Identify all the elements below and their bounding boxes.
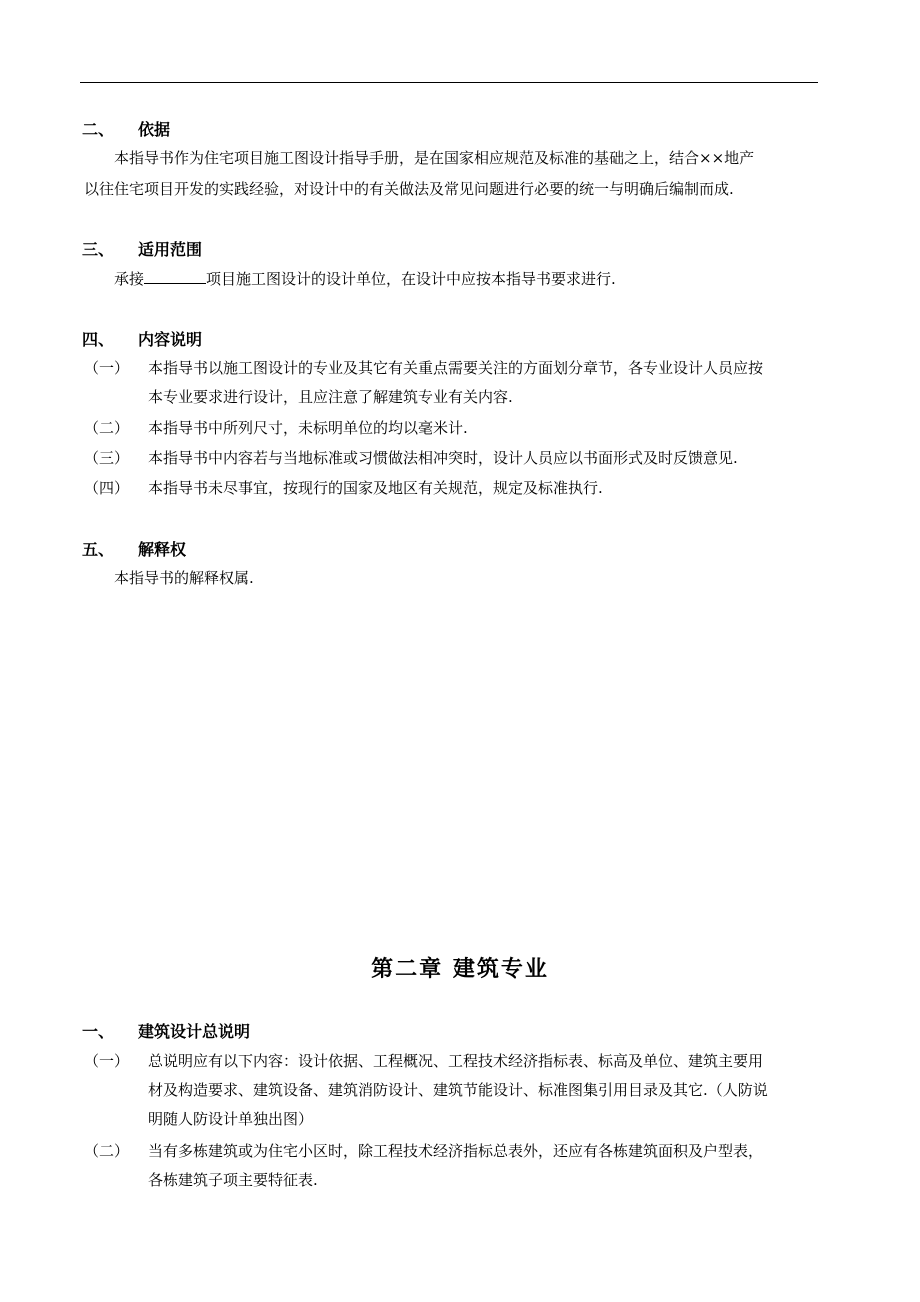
list-index: （一） (84, 1052, 130, 1070)
section-heading-basis (82, 120, 170, 140)
paragraph-line: 以往住宅项目开发的实践经验，对设计中的有关做法及常见问题进行必要的统一与明确后编制而成. (84, 180, 734, 198)
list-index: （二） (84, 1142, 130, 1160)
list-item-line: 本指导书未尽事宜，按现行的国家及地区有关规范，规定及标准执行. (148, 479, 603, 497)
section-number: 二、 (82, 120, 115, 139)
list-index: （一） (84, 359, 130, 377)
scope-text-before: 承接 (114, 270, 145, 288)
list-item-line: 总说明应有以下内容：设计依据、工程概况、工程技术经济指标表、标高及单位、建筑主要用 (148, 1052, 764, 1070)
list-item-line: 当有多栋建筑或为住宅小区时，除工程技术经济指标总表外，还应有各栋建筑面积及户型表， (148, 1142, 764, 1160)
list-index: （三） (84, 449, 130, 467)
list-item-line: 本指导书中内容若与当地标准或习惯做法相冲突时，设计人员应以书面形式及时反馈意见. (148, 449, 738, 467)
list-item-line: 本指导书中所列尺寸，未标明单位的均以毫米计. (148, 419, 468, 437)
scope-paragraph (114, 265, 616, 294)
section-heading-content (82, 330, 202, 350)
list-index: （四） (84, 479, 130, 497)
header-rule (80, 82, 818, 83)
section-number: 五、 (82, 540, 115, 559)
list-item-line: 本指导书以施工图设计的专业及其它有关重点需要关注的方面划分章节，各专业设计人员应按 (148, 359, 764, 377)
section-title: 适用范围 (138, 240, 203, 259)
section-number: 三、 (82, 240, 115, 259)
list-item-line: 本专业要求进行设计，且应注意了解建筑专业有关内容. (148, 388, 513, 406)
section-number: 四、 (82, 330, 115, 349)
chapter-title: 第二章 建筑专业 (371, 957, 549, 982)
paragraph-line: 本指导书的解释权属. (114, 569, 254, 587)
section-title: 依据 (138, 120, 171, 139)
paragraph-line: 本指导书作为住宅项目施工图设计指导手册，是在国家相应规范及标准的基础之上，结合××地产 (114, 149, 755, 167)
section-number: 一、 (82, 1022, 115, 1041)
section-title: 内容说明 (138, 330, 203, 349)
section-heading-scope (82, 240, 202, 260)
list-item-line: 各栋建筑子项主要特征表. (148, 1171, 318, 1189)
section-title: 建筑设计总说明 (138, 1022, 251, 1041)
list-item-line: 明随人防设计单独出图） (148, 1110, 314, 1128)
scope-text-after: 项目施工图设计的设计单位，在设计中应按本指导书要求进行. (206, 270, 616, 288)
list-index: （二） (84, 419, 130, 437)
section-title: 解释权 (138, 540, 187, 559)
list-item-line: 材及构造要求、建筑设备、建筑消防设计、建筑节能设计、标准图集引用目录及其它.（人防说 (148, 1081, 768, 1099)
section-heading-interpretation (82, 540, 186, 560)
fill-in-blank (144, 269, 206, 284)
section-heading-general-notes (82, 1022, 250, 1042)
